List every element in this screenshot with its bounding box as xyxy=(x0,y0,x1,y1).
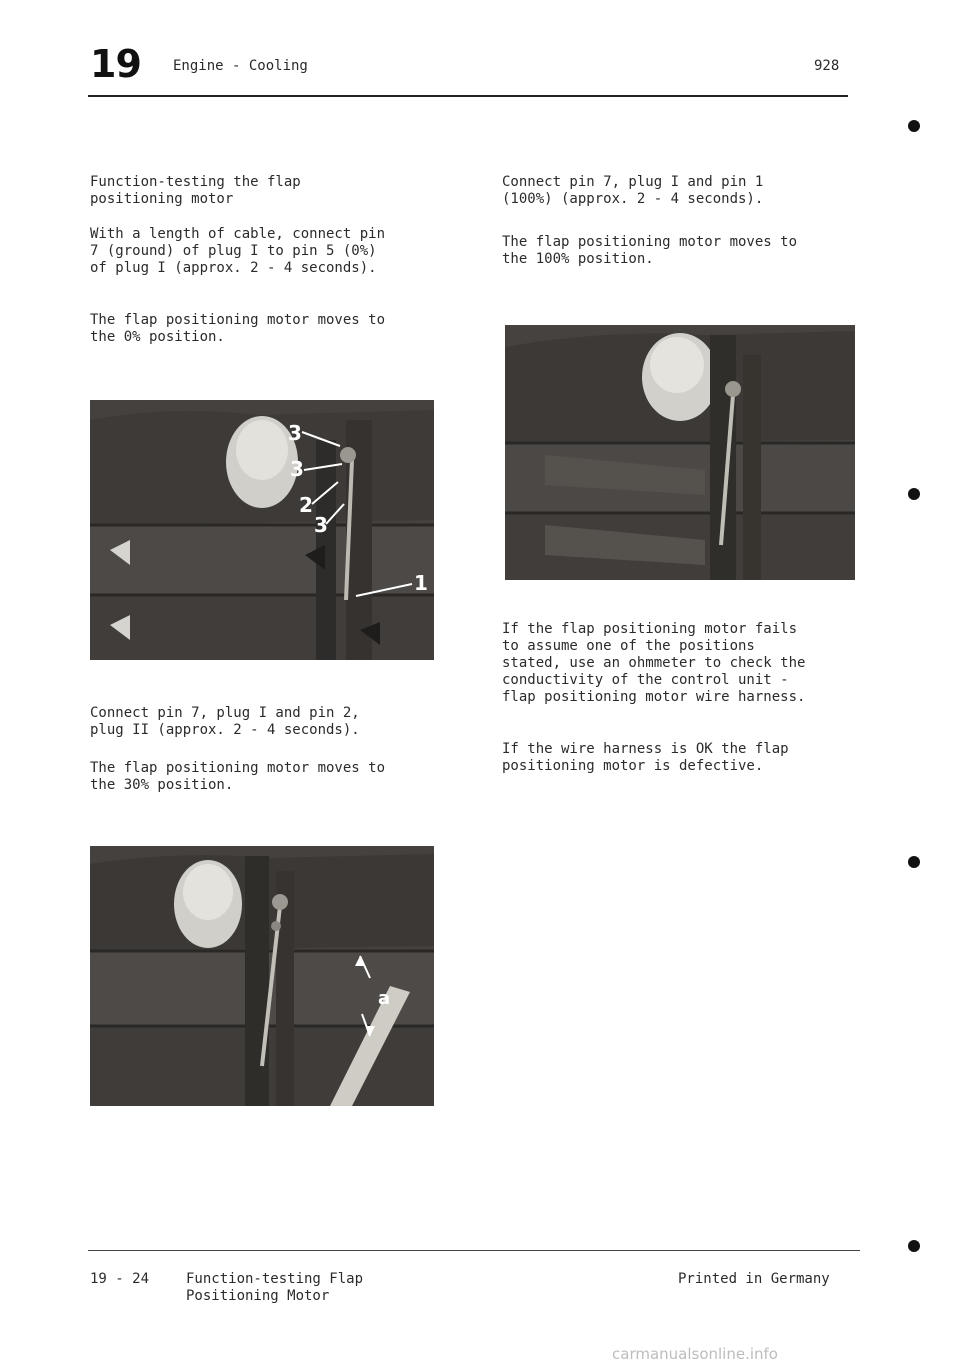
footer-page-title: Function-testing Flap Positioning Motor xyxy=(186,1271,364,1304)
binder-hole xyxy=(908,856,920,868)
watermark: carmanualsonline.info xyxy=(612,1345,778,1363)
figure-callout-2: 2 xyxy=(299,493,313,517)
figure-callout-a: a xyxy=(378,988,391,1009)
binder-hole xyxy=(908,1240,920,1252)
figure-callout-3: 3 xyxy=(314,513,328,537)
note-1-text: If the flap positioning motor fails to assume one of the positions stated, use an ohmmeter to check the conductivity of the control unit - flap positioning motor wire harness. xyxy=(502,621,806,705)
footer-rule xyxy=(88,1250,860,1251)
header-rule xyxy=(88,95,848,97)
step-1-text: With a length of cable, connect pin 7 (ground) of plug I to pin 5 (0%) of plug I (approx. 2 - 4 seconds). xyxy=(90,226,386,276)
result-1-text: The flap positioning motor moves to the 0% position. xyxy=(90,312,386,345)
chapter-number: 19 xyxy=(90,42,141,86)
binder-hole xyxy=(908,488,920,500)
section-heading: Function-testing the flap positioning motor xyxy=(90,174,301,207)
photo-flap-motor-30-percent xyxy=(90,846,434,1106)
figure-callout-3: 3 xyxy=(288,421,302,445)
footer-page-number: 19 - 24 xyxy=(90,1271,150,1287)
footer-printed: Printed in Germany xyxy=(678,1271,830,1287)
note-2-text: If the wire harness is OK the flap positioning motor is defective. xyxy=(502,741,789,774)
photo-flap-motor-0-percent xyxy=(90,400,434,660)
photo-flap-motor-100-percent xyxy=(505,325,855,580)
binder-hole xyxy=(908,120,920,132)
result-2-text: The flap positioning motor moves to the 30% position. xyxy=(90,760,386,793)
section-title: Engine - Cooling xyxy=(173,58,308,74)
step-3-text: Connect pin 7, plug I and pin 1 (100%) (approx. 2 - 4 seconds). xyxy=(502,174,764,207)
result-3-text: The flap positioning motor moves to the 100% position. xyxy=(502,234,798,267)
figure-callout-3: 3 xyxy=(290,457,304,481)
step-2-text: Connect pin 7, plug I and pin 2, plug II (approx. 2 - 4 seconds). xyxy=(90,705,360,738)
model-number: 928 xyxy=(814,58,840,74)
figure-callout-1: 1 xyxy=(414,571,428,595)
